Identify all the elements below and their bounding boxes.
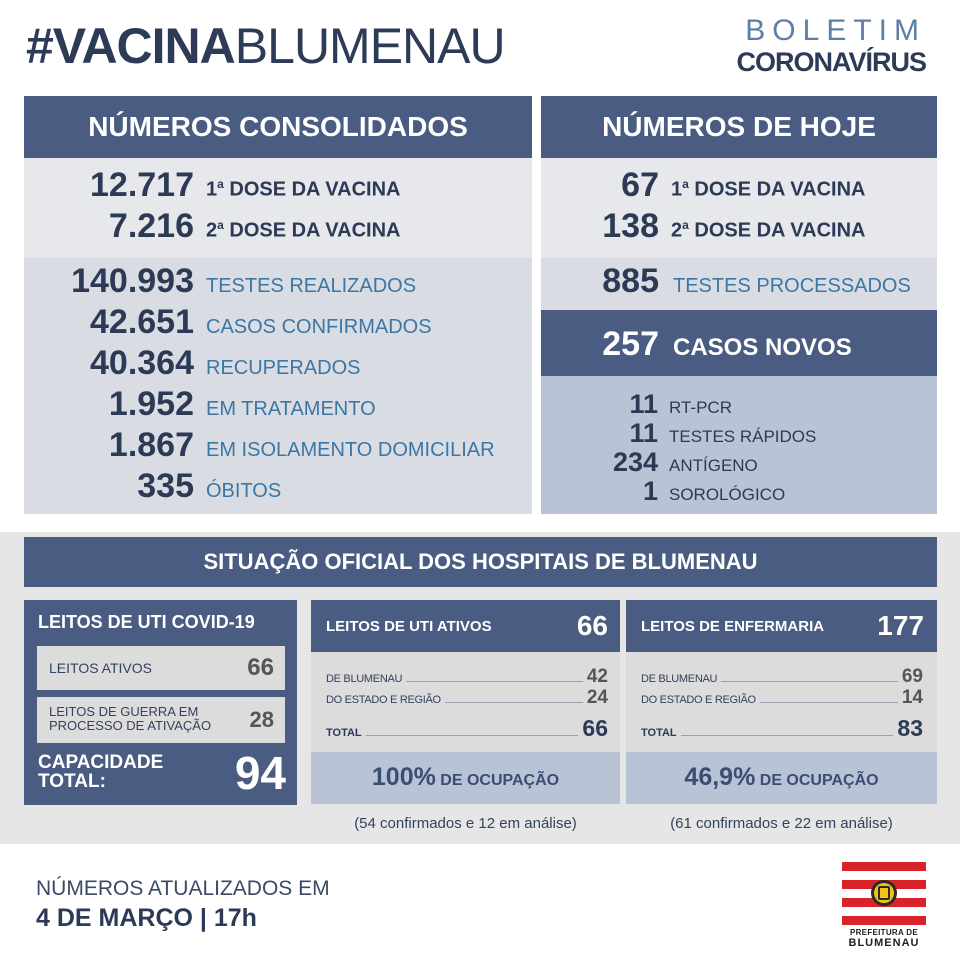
stat-isolation: 1.867 EM ISOLAMENTO DOMICILIAR <box>108 426 495 464</box>
today-tests: 885 TESTES PROCESSADOS <box>602 262 911 300</box>
consolidated-header: NÚMEROS CONSOLIDADOS <box>24 96 532 158</box>
footer-date: 4 DE MARÇO | 17h <box>36 904 257 932</box>
today-new-cases: 257 CASOS NOVOS <box>602 325 852 363</box>
enfermaria-row-total: TOTAL 83 <box>641 715 923 741</box>
breakdown-rtpcr: 11 RT-PCR <box>629 389 732 419</box>
stat-tests: 140.993 TESTES REALIZADOS <box>71 262 417 300</box>
uti-covid-title: LEITOS DE UTI COVID-19 <box>38 612 255 632</box>
stat-treatment: 1.952 EM TRATAMENTO <box>108 385 376 423</box>
today-dose-1: 67 1$^a$ DOSE DA VACINA <box>621 166 866 204</box>
prefeitura-logo <box>842 862 926 948</box>
stat-confirmed: 42.651 CASOS CONFIRMADOS <box>90 303 432 341</box>
consolidated-dose-2: 7.216 2$^a$ DOSE DA VACINA <box>108 207 401 245</box>
uti-covid-war-value: 28 <box>249 707 274 732</box>
uti-ativos-row-estado: DO ESTADO E REGIÃO 24 <box>326 687 608 708</box>
enfermaria-row-blumenau: DE BLUMENAU 69 <box>641 666 923 687</box>
enfermaria-title: LEITOS DE ENFERMARIA <box>641 618 825 635</box>
uti-ativos-note: (54 confirmados e 12 em análise) <box>354 815 577 832</box>
enfermaria-row-estado: DO ESTADO E REGIÃO 14 <box>641 687 923 708</box>
breakdown-serologic: 1 SOROLÓGICO <box>642 476 786 506</box>
uti-ativos-occupancy: 100% DE OCUPAÇÃO <box>371 763 560 791</box>
logo-line1: PREFEITURA DE <box>849 928 919 937</box>
uti-ativos-row-total: TOTAL 66 <box>326 715 608 741</box>
breakdown-antigen: 234 ANTÍGENO <box>612 447 758 477</box>
consolidated-dose-1: 12.717 1$^a$ DOSE DA VACINA <box>90 166 401 204</box>
uti-covid-capacity-label: CAPACIDADE TOTAL: <box>38 752 164 792</box>
uti-ativos-title: LEITOS DE UTI ATIVOS <box>326 618 492 635</box>
hashtag-title: #VACINABLUMENAU <box>26 18 505 74</box>
breakdown-rapid: 11 TESTES RÁPIDOS <box>629 418 817 448</box>
uti-covid-war-label: LEITOS DE GUERRA EM PROCESSO DE ATIVAÇÃO <box>49 704 212 733</box>
enfermaria-occupancy: 46,9% DE OCUPAÇÃO <box>684 763 879 791</box>
stat-deaths: 335 ÓBITOS <box>137 467 282 505</box>
hospitals-header: SITUAÇÃO OFICIAL DOS HOSPITAIS DE BLUMENAU <box>24 537 937 587</box>
stat-recovered: 40.364 RECUPERADOS <box>90 344 361 382</box>
uti-covid-active-value: 66 <box>247 654 274 681</box>
logo-line2: BLUMENAU <box>848 937 920 949</box>
coronavirus-label: CORONAVÍRUS <box>736 47 926 77</box>
uti-covid-active-label: LEITOS ATIVOS <box>49 660 152 676</box>
today-dose-2: 138 2$^a$ DOSE DA VACINA <box>602 207 866 245</box>
enfermaria-note: (61 confirmados e 22 em análise) <box>670 815 893 832</box>
boletim-label: BOLETIM <box>745 14 926 47</box>
footer-updated-label: NÚMEROS ATUALIZADOS EM <box>36 877 330 900</box>
uti-ativos-value: 66 <box>576 610 608 641</box>
uti-ativos-row-blumenau: DE BLUMENAU 42 <box>326 666 608 687</box>
uti-covid-capacity-value: 94 <box>234 747 286 799</box>
today-header: NÚMEROS DE HOJE <box>541 96 937 158</box>
enfermaria-value: 177 <box>877 610 924 641</box>
prefeitura-flag-icon <box>842 862 926 926</box>
